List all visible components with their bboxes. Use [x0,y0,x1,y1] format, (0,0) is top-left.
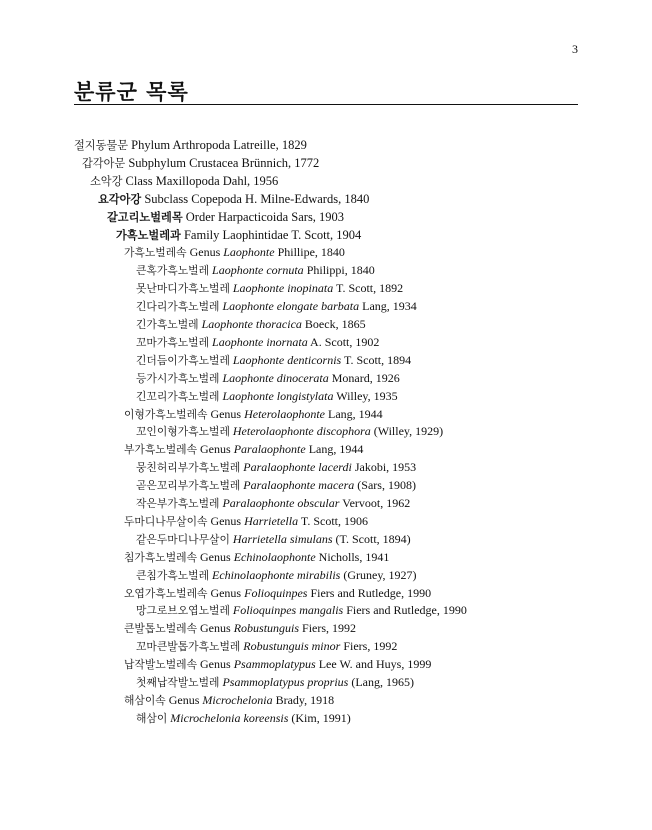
taxon-rank: Family Laophintidae T. Scott, 1904 [183,227,362,242]
scientific-name: Folioquinpes mangalis [232,603,344,618]
korean-name: 긴다리가흑노벌레 [136,300,220,314]
taxon-entry [124,513,368,530]
taxon-entry [124,441,363,458]
taxon-rank: Genus [189,245,221,260]
taxon-entry [136,352,411,369]
korean-name: 망그로브오엽노벌레 [136,604,230,618]
scientific-name: Paralaophonte macera [243,478,355,493]
taxon-entry [136,280,403,297]
taxon-entry [136,459,416,476]
authority: T. Scott, 1894 [344,352,412,367]
taxon-entry [116,227,361,244]
korean-name: 긴가흑노벌레 [136,318,199,331]
taxon-entry [74,137,307,154]
taxon-rank: Phylum Arthropoda Latreille, 1829 [131,138,307,152]
korean-name: 갈고리노벌레목 [107,210,183,224]
scientific-name: Laophonte longistylata [222,388,334,403]
scientific-name: Robustunguis [233,621,300,636]
taxon-rank: Genus [210,513,242,528]
scientific-name: Laophonte [223,245,275,260]
scientific-name: Robustunguis minor [243,639,341,654]
authority: Fiers and Rutledge, 1990 [346,603,467,618]
taxon-rank: Genus [168,692,200,707]
korean-name: 두마디나무살이속 [124,514,208,528]
authority: Lee W. and Huys, 1999 [318,657,432,672]
korean-name: 작은부가흑노벌레 [136,497,220,510]
taxon-rank: Subclass Copepoda H. Milne-Edwards, 1840 [144,191,370,206]
taxon-entry [136,423,443,440]
taxon-entry [107,209,344,226]
scientific-name: Folioquinpes [244,585,308,600]
taxon-entry [124,656,431,673]
korean-name: 해삼이 [136,711,168,725]
korean-name: 첫째납작발노벌레 [136,676,220,689]
taxon-rank: Genus [210,406,242,421]
scientific-name: Laophonte dinocerata [222,370,329,385]
scientific-name: Echinolaophonte mirabilis [212,567,341,582]
authority: Vervoot, 1962 [342,496,411,510]
scientific-name: Harrietella [244,513,299,528]
scientific-name: Laophonte denticornis [232,352,342,367]
korean-name: 갑각아문 [82,156,126,170]
taxon-entry [124,406,383,423]
authority: Lang, 1934 [362,299,417,314]
authority: Lang, 1944 [308,442,364,457]
korean-name: 이형가흑노벌레속 [124,407,208,421]
korean-name: 꼬마가흑노벌레 [136,335,210,349]
taxon-entry [124,620,356,637]
korean-name: 곧은꼬리부가흑노벌레 [136,479,241,493]
authority: Brady, 1918 [275,692,335,707]
authority: (T. Scott, 1894) [335,531,411,546]
scientific-name: Psammoplatypus [233,657,316,672]
taxon-rank: Genus [200,657,231,672]
taxon-entry [136,495,410,512]
page-title: 분류군 목록 [74,80,189,104]
korean-name: 못난마디가흑노벌레 [136,282,230,296]
taxon-rank: Subphylum Crustacea Brünnich, 1772 [128,155,320,170]
authority: Willey, 1935 [336,388,398,403]
korean-name: 해삼이속 [124,693,166,707]
taxon-entry [136,370,400,387]
taxon-rank: Class Maxillopoda Dahl, 1956 [125,173,279,188]
korean-name: 꼬마큰발톱가흑노벌레 [136,640,241,654]
korean-name: 오엽가흑노벌레속 [124,586,208,600]
korean-name: 절지동물문 [74,139,129,152]
authority: A. Scott, 1902 [310,334,380,349]
authority: Phillipe, 1840 [277,245,345,260]
taxon-entry [136,531,411,548]
korean-name: 꼬인이형가흑노벌레 [136,425,230,439]
korean-name: 큰발톱노벌레속 [124,622,198,636]
korean-name: 침가흑노벌레속 [124,550,198,564]
scientific-name: Heterolaophonte [244,406,325,421]
authority: Fiers, 1992 [343,639,398,654]
authority: (Lang, 1965) [351,675,414,689]
korean-name: 등가시가흑노벌레 [136,371,220,385]
taxon-rank: Genus [200,442,231,457]
korean-name: 소악강 [90,174,123,188]
authority: (Willey, 1929) [373,424,444,439]
authority: T. Scott, 1906 [300,513,369,528]
taxon-entry [124,244,345,261]
taxon-entry [124,549,389,566]
scientific-name: Laophonte cornuta [212,263,304,278]
authority: Nicholls, 1941 [318,549,390,564]
taxon-entry [124,692,334,709]
taxon-entry [136,334,379,351]
taxon-entry [82,155,319,172]
taxon-entry [98,191,369,208]
authority: (Gruney, 1927) [343,567,417,582]
scientific-name: Heterolaophonte discophora [232,424,371,439]
scientific-name: Laophonte inopinata [232,281,334,296]
authority: Lang, 1944 [327,406,383,421]
authority: Fiers, 1992 [302,621,357,636]
scientific-name: Echinolaophonte [233,549,316,564]
scientific-name: Paralaophonte lacerdi [243,460,352,475]
taxon-rank: Genus [200,549,231,564]
korean-name: 가흑노벌레과 [116,228,181,242]
authority: (Kim, 1991) [291,710,351,725]
taxon-rank: Genus [210,585,242,600]
scientific-name: Psammoplatypus proprius [222,675,349,689]
taxon-entry [136,388,398,405]
korean-name: 큰침가흑노벌레 [136,568,210,582]
authority: Jakobi, 1953 [354,460,417,475]
korean-name: 부가흑노벌레속 [124,443,198,457]
taxon-entry [136,710,351,727]
scientific-name: Laophonte thoracica [201,317,302,331]
authority: T. Scott, 1892 [336,281,404,296]
taxon-entry [136,674,414,691]
scientific-name: Paralaophonte [233,442,306,457]
taxon-entry [136,567,417,584]
scientific-name: Laophonte elongate barbata [222,299,360,314]
authority: Fiers and Rutledge, 1990 [310,585,432,600]
scientific-name: Microchelonia [202,692,273,707]
authority: Monard, 1926 [331,370,400,385]
scientific-name: Paralaophonte obscular [222,496,340,510]
taxon-entry [136,638,397,655]
taxon-rank: Genus [200,621,231,636]
korean-name: 납작발노벌레속 [124,658,198,672]
authority: Boeck, 1865 [304,317,366,331]
taxon-entry [136,477,416,494]
taxon-entry [136,316,366,333]
taxon-entry [90,173,278,190]
korean-name: 요각아강 [98,192,142,206]
scientific-name: Laophonte inornata [212,334,308,349]
scientific-name: Harrietella simulans [232,531,333,546]
taxon-entry [136,602,467,619]
taxon-entry [136,262,375,279]
scientific-name: Microchelonia koreensis [170,710,289,725]
page-number: 3 [572,42,578,56]
taxon-rank: Order Harpacticoida Sars, 1903 [185,209,345,224]
title-rule [74,104,578,105]
taxon-entry [124,585,431,602]
authority: (Sars, 1908) [357,478,416,493]
korean-name: 뭉친허리부가흑노벌레 [136,461,241,475]
taxon-entry [136,298,417,315]
korean-name: 긴더듬이가흑노벌레 [136,353,230,367]
authority: Philippi, 1840 [306,263,375,278]
korean-name: 같은두마디나무살이 [136,532,230,546]
korean-name: 큰혹가흑노벌레 [136,264,210,278]
korean-name: 긴꼬리가흑노벌레 [136,389,220,403]
korean-name: 가흑노벌레속 [124,246,187,260]
